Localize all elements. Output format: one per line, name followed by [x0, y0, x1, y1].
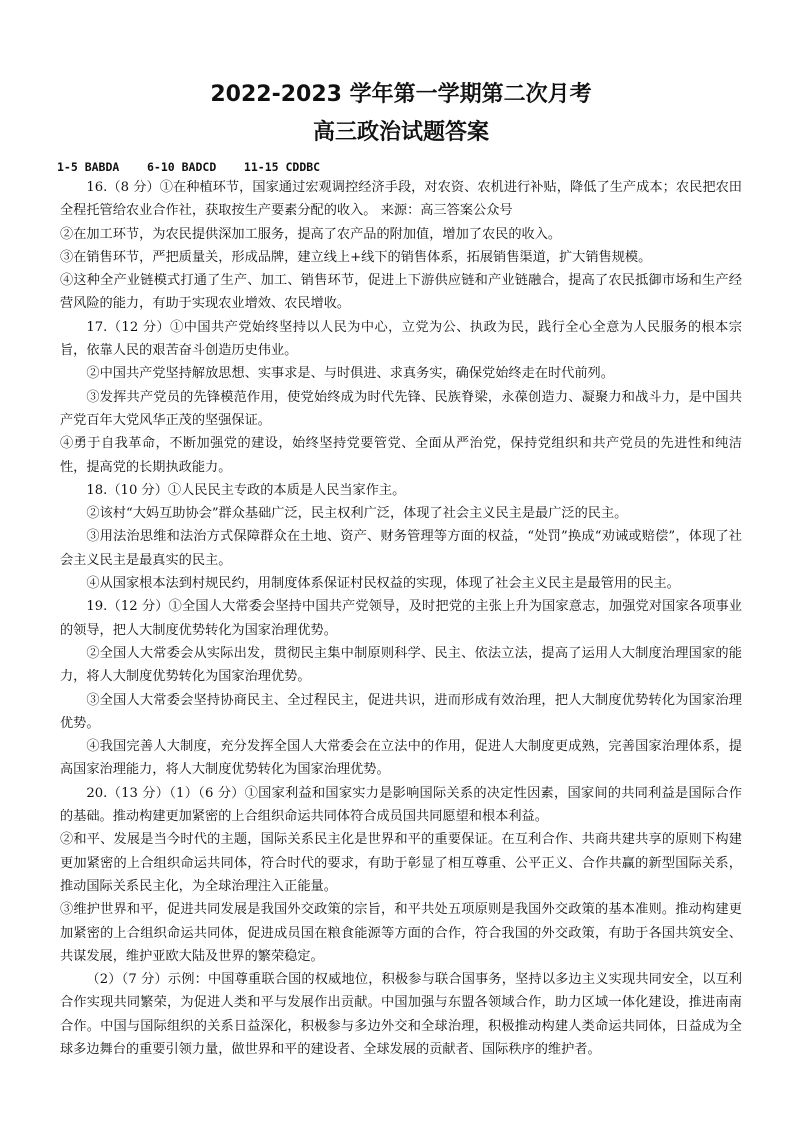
answer-paragraph: 19.（12 分）①全国人大常委会坚持中国共产党领导，及时把党的主张上升为国家意志，加强党对国家各项事业的领导，把人大制度优势转化为国家治理优势。	[60, 599, 742, 638]
answer-paragraph: ③全国人大常委会坚持协商民主、全过程民主，促进共识，进而形成有效治理，把人大制度优势转化为国家治理优势。	[60, 692, 742, 731]
answer-paragraph: ②和平、发展是当今时代的主题，国际关系民主化是世界和平的重要保证。在互利合作、共商共建共享的原则下构建更加紧密的上合组织命运共同体，符合时代的要求，有助于彰显了相互尊重、公平正义、合作共赢的新型国际关系，推动国际关系民主化，为全球治理注入正能量。	[60, 832, 742, 894]
answer-paragraph: ④我国完善人大制度，充分发挥全国人大常委会在立法中的作用，促进人大制度更成熟，完善国家治理体系，提高国家治理能力，将人大制度优势转化为国家治理优势。	[60, 739, 742, 778]
answer-paragraph: 20.（13 分）（1）（6 分）①国家利益和国家实力是影响国际关系的决定性因素，国家间的共同利益是国际合作的基础。推动构建更加紧密的上合组织命运共同体符合成员国共同愿望和根本利益。	[60, 785, 742, 825]
answer-paragraph: ④勇于自我革命，不断加强党的建设，始终坚持党要管党、全面从严治党，保持党组织和共产党员的先进性和纯洁性，提高党的长期执政能力。	[60, 436, 742, 475]
exam-title: 2022-2023 学年第一学期第二次月考	[210, 82, 592, 107]
answer-paragraph: ③发挥共产党员的先锋模范作用，使党始终成为时代先锋、民族脊梁，永葆创造力、凝聚力和战斗力，是中国共产党百年大党风华正茂的坚强保证。	[60, 389, 742, 428]
choice-answers: 1-5 BABDA 6-10 BADCD 11-15 CDDBC	[57, 160, 321, 174]
answer-paragraph: ④从国家根本法到村规民约，用制度体系保证村民权益的实现，体现了社会主义民主是最管用的民主。	[86, 576, 680, 592]
answer-content	[60, 176, 742, 1061]
answer-title: 高三政治试题答案	[312, 120, 489, 145]
answer-paragraph: ③维护世界和平，促进共同发展是我国外交政策的宗旨，和平共处五项原则是我国外交政策的基本准则。推动构建更加紧密的上合组织命运共同体，促进成员国在粮食能源等方面的合作，符合我国的外交政策，有助于各国共筑安全、共谋发展，维护亚欧大陆及世界的繁荣稳定。	[60, 902, 742, 964]
answer-paragraph: 16.（8 分）①在种植环节，国家通过宏观调控经济手段，对农资、农机进行补贴，降低了生产成本；农民把农田全程托管给农业合作社，获取按生产要素分配的收入。 来源：高三答案公众号	[60, 180, 742, 219]
answer-paragraph: ④这种全产业链模式打通了生产、加工、销售环节，促进上下游供应链和产业链融合，提高了农民抵御市场和生产经营风险的能力，有助于实现农业增效、农民增收。	[60, 273, 742, 312]
answer-paragraph: （2）（7 分）示例：中国尊重联合国的权威地位，积极参与联合国事务，坚持以多边主义实现共同安全，以互利合作实现共同繁荣，为促进人类和平与发展作出贡献。中国加强与东盟各领域合作，助力区域一体化建设，推进南南合作。中国与国际组织的关系日益深化，积极参与多边外交和全球治理，积极推动构建人类命运共同体，日益成为全球多边舞台的重要引领力量，做世界和平的建设者、全球发展的贡献者、国际秩序的维护者。	[60, 972, 742, 1057]
answer-paragraph: ②全国人大常委会从实际出发，贯彻民主集中制原则科学、民主、依法立法，提高了运用人大制度治理国家的能力，将人大制度优势转化为国家治理优势。	[60, 645, 742, 685]
answer-paragraph: ③在销售环节，严把质量关，形成品牌，建立线上+线下的销售体系，拓展销售渠道，扩大销售规模。	[60, 249, 652, 265]
answer-paragraph: 18.（10 分）①人民民主专政的本质是人民当家作主。	[86, 482, 406, 498]
answer-paragraph: ②该村“大妈互助协会”群众基础广泛，民主权利广泛，体现了社会主义民主是最广泛的民主。	[86, 506, 628, 522]
answer-paragraph: 17.（12 分）①中国共产党始终坚持以人民为中心，立党为公、执政为民，践行全心全意为人民服务的根本宗旨，依靠人民的艰苦奋斗创造历史伟业。	[60, 319, 742, 359]
answer-paragraph: ③用法治思维和法治方式保障群众在土地、资产、财务管理等方面的权益，“处罚”换成“劝诫或赔偿”，体现了社会主义民主是最真实的民主。	[60, 529, 742, 568]
answer-paragraph: ②中国共产党坚持解放思想、实事求是、与时俱进、求真务实，确保党始终走在时代前列。	[86, 366, 614, 382]
answer-paragraph: ②在加工环节，为农民提供深加工服务，提高了农产品的附加值，增加了农民的收入。	[60, 226, 562, 242]
